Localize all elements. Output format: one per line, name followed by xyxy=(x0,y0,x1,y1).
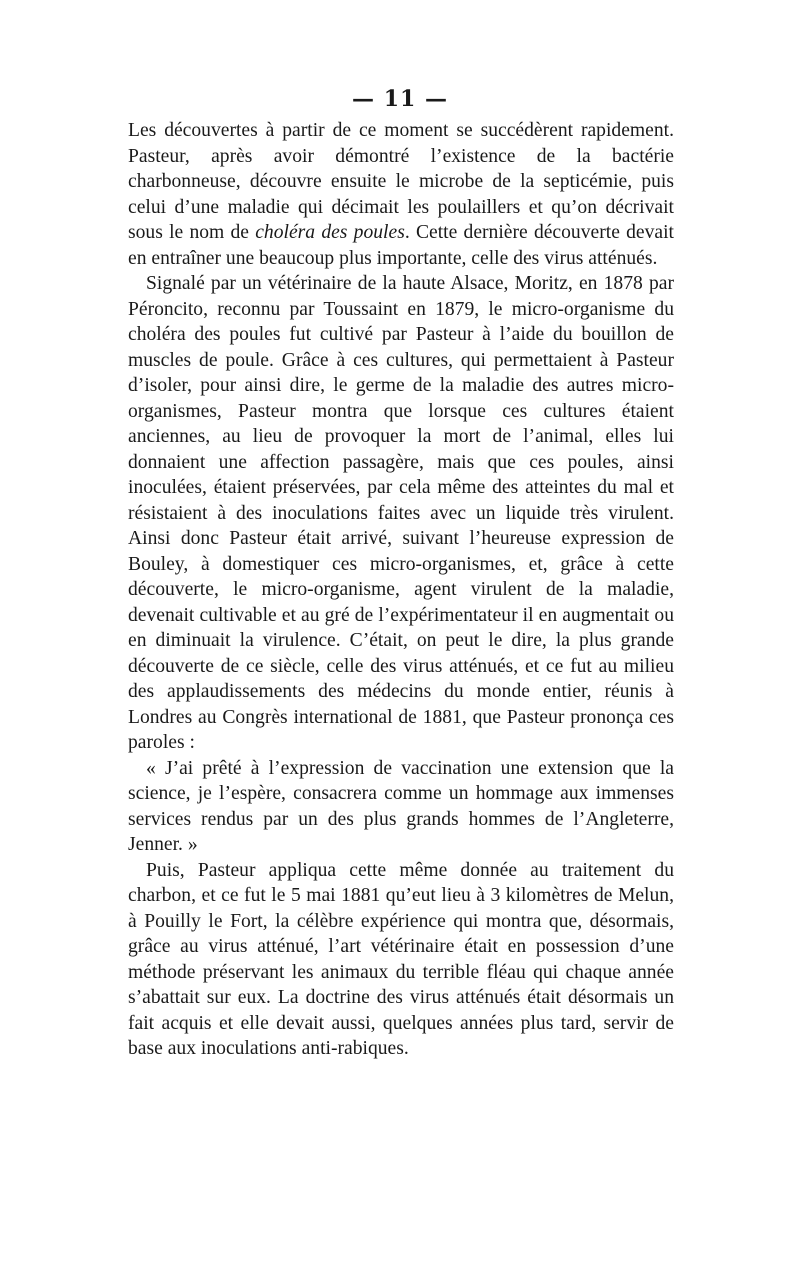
paragraph-quotation: « J’ai prêté à l’expression de vaccination une extension que la science, je l’espère, consacrera comme un hommage aux immenses services rendus par un des plus grands hommes de l’Angleterre, Jenner. » xyxy=(128,757,674,855)
paragraph-text: Les découvertes à partir de ce moment se succédèrent rapidement. Pasteur, après avoir démontré l’existence de la bactérie charbonneuse, découvre ensuite le microbe de la septicémie, puis celui d’une maladie qui décimait les poulaillers et qu’on décrivait sous le nom de xyxy=(128,120,674,243)
page-number: — 11 — xyxy=(352,86,448,112)
paragraph-cholera: Signalé par un vétérinaire de la haute Alsace, Moritz, en 1878 par Péroncito, reconnu par Toussaint en 1879, le micro-organisme du choléra des poules fut cultivé par Pasteur à l’aide du bouillon de muscles de poule. Grâce à ces cultures, qui permettaient à Pasteur d’isoler, pour ainsi dire, le germe de la maladie des autres micro-organismes, Pasteur montra que lorsque ces cultures étaient anciennes, au lieu de provoquer la mort de l’animal, elles lui donnaient une affection passagère, mais que ces poules, ainsi inoculées, étaient préservées, par cela même des atteintes du mal et résistaient à des inoculations faites avec un liquide très virulent. Ainsi donc Pasteur était arrivé, suivant l’heureuse expression de Bouley, à domestiquer ces micro-organismes, et, grâce à cette découverte, le micro-organisme, agent virulent de la maladie, devenait cultivable et au gré de l’expérimentateur il en augmentait ou en diminuait la virulence. C’était, on peut le dire, la plus grande découverte de ce siècle, celle des virus atténués, et ce fut au milieu des applaudissements des médecins du monde entier, réunis à Londres au Congrès international de 1881, que Pasteur prononça ces paroles : xyxy=(128,273,674,753)
paragraph-charbon: Puis, Pasteur appliqua cette même donnée au traitement du charbon, et ce fut le 5 mai 1881 qu’eut lieu à 3 kilomètres de Melun, à Pouilly le Fort, la célèbre expérience qui montra que, désormais, grâce au virus atténué, l’art vétérinaire était en possession d’une méthode préservant les animaux du terrible fléau qui chaque année s’abattait sur eux. La doctrine des virus atténués était désormais un fait acquis et elle devait aussi, quelques années plus tard, servir de base aux inoculations anti-rabiques. xyxy=(128,859,674,1059)
page-body xyxy=(128,118,674,1062)
italic-term: choléra des poules xyxy=(255,222,405,243)
paragraph-discoveries xyxy=(128,118,674,271)
paragraph-text: . Cette dernière découverte devait en entraîner une beaucoup plus importante, celle des virus atténués. xyxy=(128,222,674,269)
